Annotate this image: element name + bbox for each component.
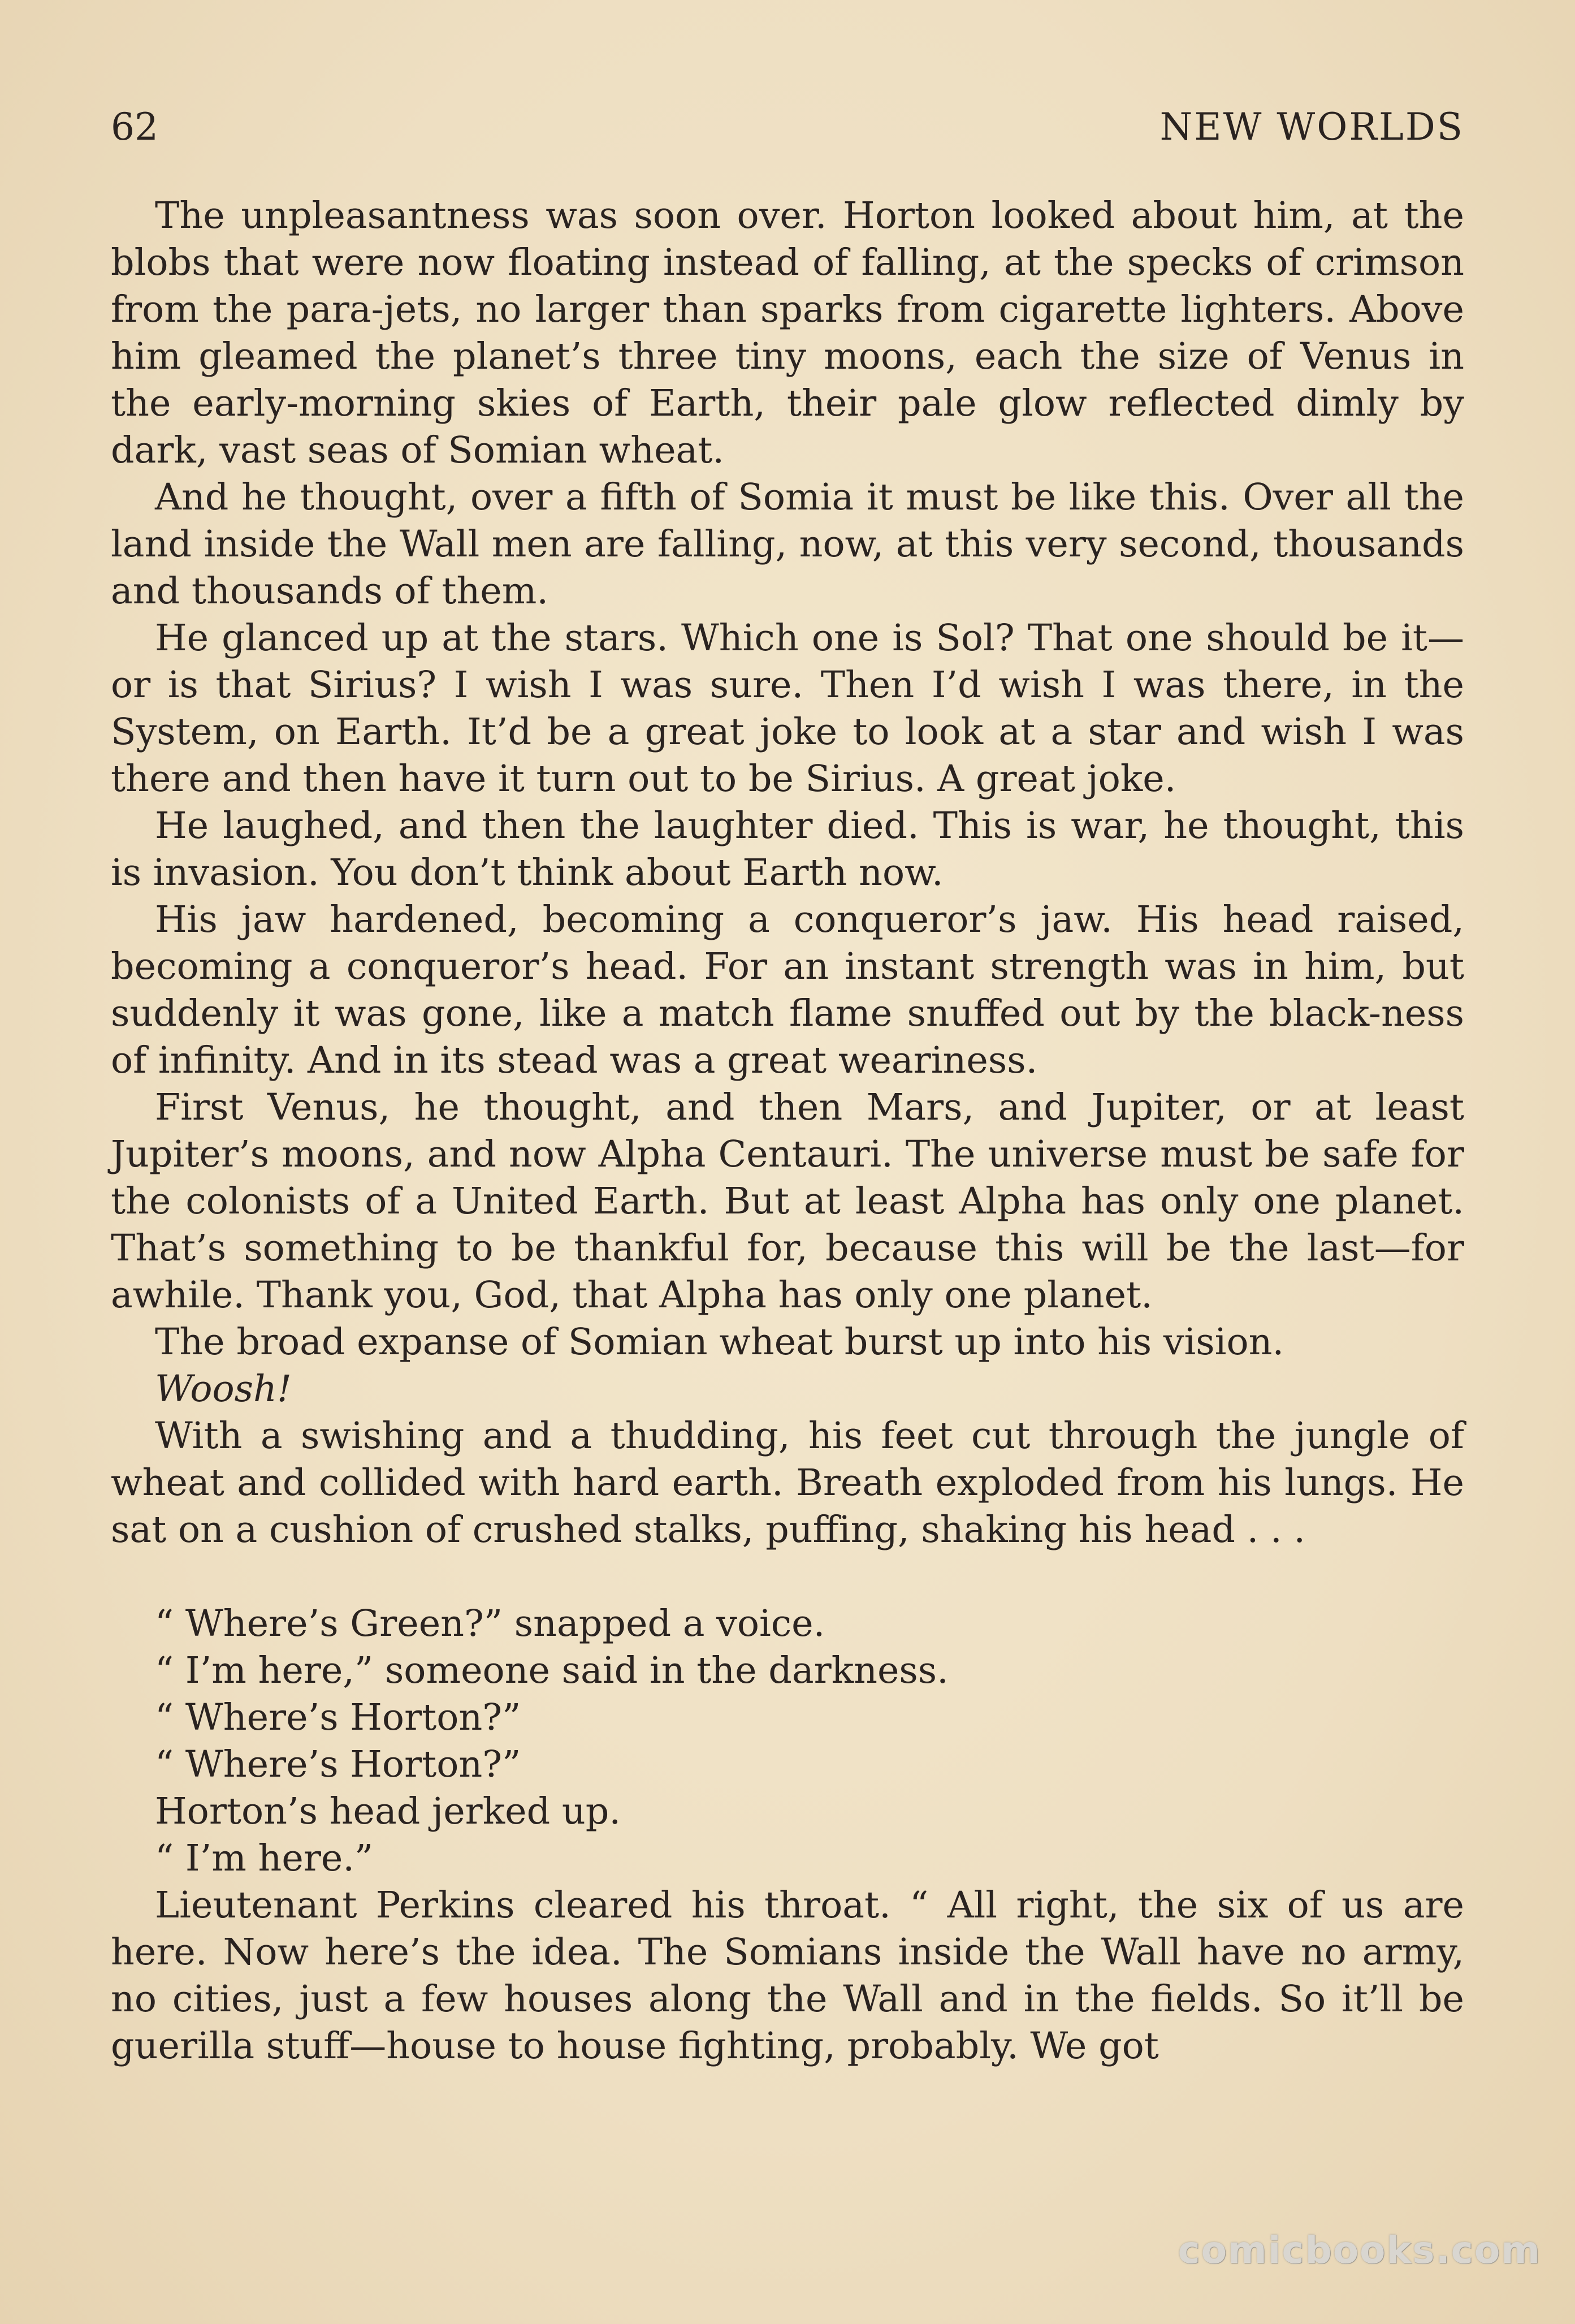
paragraph: Horton’s head jerked up. (155, 1790, 621, 1833)
paragraph: His jaw hardened, becoming a conqueror’s jaw. His head raised, becoming a conqueror’s head. For an instant strength was in him, but suddenly it was gone, like a match flame snuffed out by the black-ness of infinity. And in its stead was a great weariness. (111, 899, 1464, 1082)
page-header (111, 95, 1464, 157)
paragraph: With a swishing and a thudding, his feet cut through the jungle of wheat and collided with hard earth. Breath exploded from his lungs. He sat on a cushion of crushed stalks, puffing, shaking his head . . . (111, 1415, 1464, 1551)
paragraph: He laughed, and then the laughter died. This is war, he thought, this is invasion. You don’t think about Earth now. (111, 805, 1464, 894)
dialogue-line: “ I’m here.” (155, 1837, 374, 1880)
paragraph: The unpleasantness was soon over. Horton looked about him, at the blobs that were now floating instead of falling, at the specks of crimson from the para-jets, no larger than sparks from cigarette lighters. Above him gleamed the planet’s three tiny moons, each the size of Venus in the early-morning skies of Earth, their pale glow reflected dimly by dark, vast seas of Somian wheat. (111, 195, 1464, 472)
dialogue-line: “ I’m here,” someone said in the darkness. (155, 1649, 949, 1692)
paragraph: He glanced up at the stars. Which one is Sol? That one should be it—or is that Sirius? I wish I was sure. Then I’d wish I was there, in the System, on Earth. It’d be a great joke to look at a star and wish I was there and then have it turn out to be Sirius. A great joke. (111, 617, 1464, 800)
page-number: 62 (111, 105, 158, 149)
body-text (111, 192, 1464, 2070)
dialogue-line: “ Where’s Horton?” (155, 1743, 521, 1786)
dialogue-line: “ Where’s Green?” snapped a voice. (155, 1602, 825, 1645)
paragraph: The broad expanse of Somian wheat burst up into his vision. (155, 1321, 1284, 1363)
paragraph: First Venus, he thought, and then Mars, and Jupiter, or at least Jupiter’s moons, and now Alpha Centauri. The universe must be safe for the colonists of a United Earth. But at least Alpha has only one planet. That’s something to be thankful for, because this will be the last—for awhile. Thank you, God, that Alpha has only one planet. (111, 1086, 1464, 1316)
watermark-logo: comicbooks.com (1178, 2228, 1541, 2272)
paragraph: Lieutenant Perkins cleared his throat. “ All right, the six of us are here. Now here’s the idea. The Somians inside the Wall have no army, no cities, just a few houses along the Wall and in the fields. So it’ll be guerilla stuff—house to house fighting, probably. We got (111, 1884, 1464, 2067)
running-head: NEW WORLDS (1159, 105, 1464, 149)
paragraph: And he thought, over a fifth of Somia it must be like this. Over all the land inside the Wall men are falling, now, at this very second, thousands and thousands of them. (111, 476, 1464, 612)
paragraph-exclamation: Woosh! (155, 1368, 292, 1410)
dialogue-line: “ Where’s Horton?” (155, 1696, 521, 1739)
